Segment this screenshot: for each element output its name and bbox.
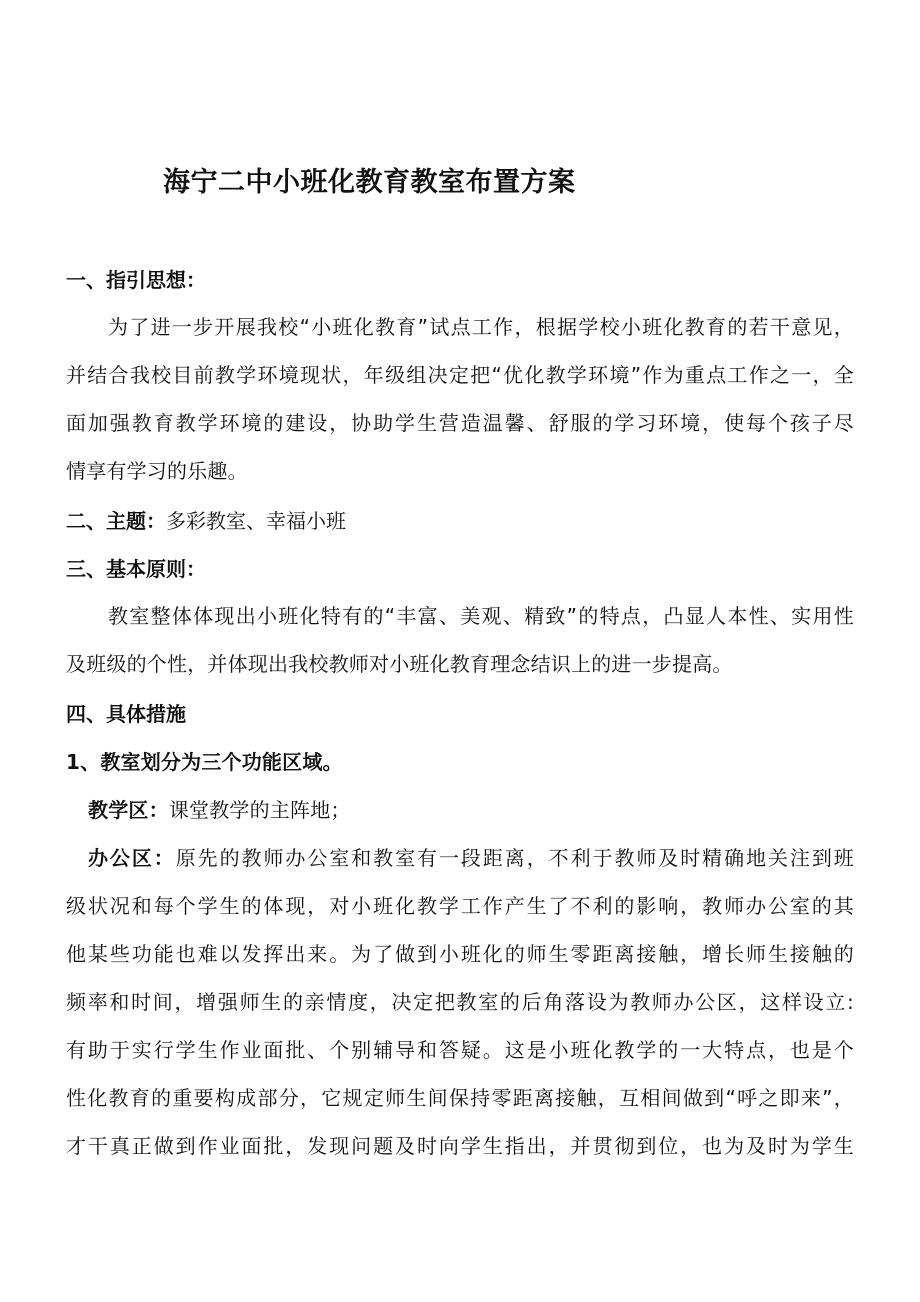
section-heading-theme [66, 505, 346, 534]
section-heading-guiding-thought: 一、指引思想： [66, 268, 206, 292]
office-area-text: 原先的教师办公室和教室有一段距离，不利于教师及时精确地关注到班 [175, 846, 854, 870]
teaching-area-text: 课堂教学的主阵地； [168, 798, 351, 822]
office-area-line [88, 842, 854, 871]
paragraph-line: 才干真正做到作业面批，发现问题及时向学生指出，并贯彻到位，也为及时为学生 [66, 1134, 854, 1158]
paragraph-line: 有助于实行学生作业面批、个别辅导和答疑。这是小班化教学的一大特点，也是个 [66, 1038, 854, 1062]
paragraph-line: 性化教育的重要构成部分，它规定师生间保持零距离接触，互相间做到“呼之即来”， [66, 1086, 854, 1110]
paragraph-line: 并结合我校目前教学环境现状，年级组决定把“优化教学环境”作为重点工作之一，全 [66, 363, 854, 387]
teaching-area-label: 教学区： [88, 798, 169, 822]
office-area-label: 办公区： [88, 846, 176, 870]
section-heading-measures: 四、具体措施 [66, 702, 186, 726]
paragraph-line: 级状况和每个学生的体现，对小班化教学工作产生了不利的影响，教师办公室的其 [66, 894, 854, 918]
paragraph-line: 情享有学习的乐趣。 [66, 459, 248, 483]
paragraph-line: 为了进一步开展我校“小班化教育”试点工作，根据学校小班化教育的若干意见， [108, 315, 854, 339]
theme-label: 二、主题： [66, 509, 166, 533]
paragraph-line: 面加强教育教学环境的建设，协助学生营造温馨、舒服的学习环境，使每个孩子尽 [66, 411, 854, 435]
paragraph-line: 及班级的个性，并体现出我校教师对小班化教育理念结识上的进一步提高。 [66, 652, 733, 676]
teaching-area-line [88, 794, 351, 823]
paragraph-line: 频率和时间，增强师生的亲情度，决定把教室的后角落设为教师办公区，这样设立: [66, 990, 854, 1014]
paragraph-line: 教室整体体现出小班化特有的“丰富、美观、精致”的特点，凸显人本性、实用性 [108, 604, 854, 628]
item-heading: 1、教室划分为三个功能区域。 [66, 750, 343, 774]
section-heading-principles: 三、基本原则： [66, 557, 206, 581]
theme-value: 多彩教室、幸福小班 [166, 509, 346, 533]
page-title: 海宁二中小班化教育教室布置方案 [163, 167, 576, 198]
paragraph-line: 他某些功能也难以发挥出来。为了做到小班化的师生零距离接触，增长师生接触的 [66, 942, 854, 966]
